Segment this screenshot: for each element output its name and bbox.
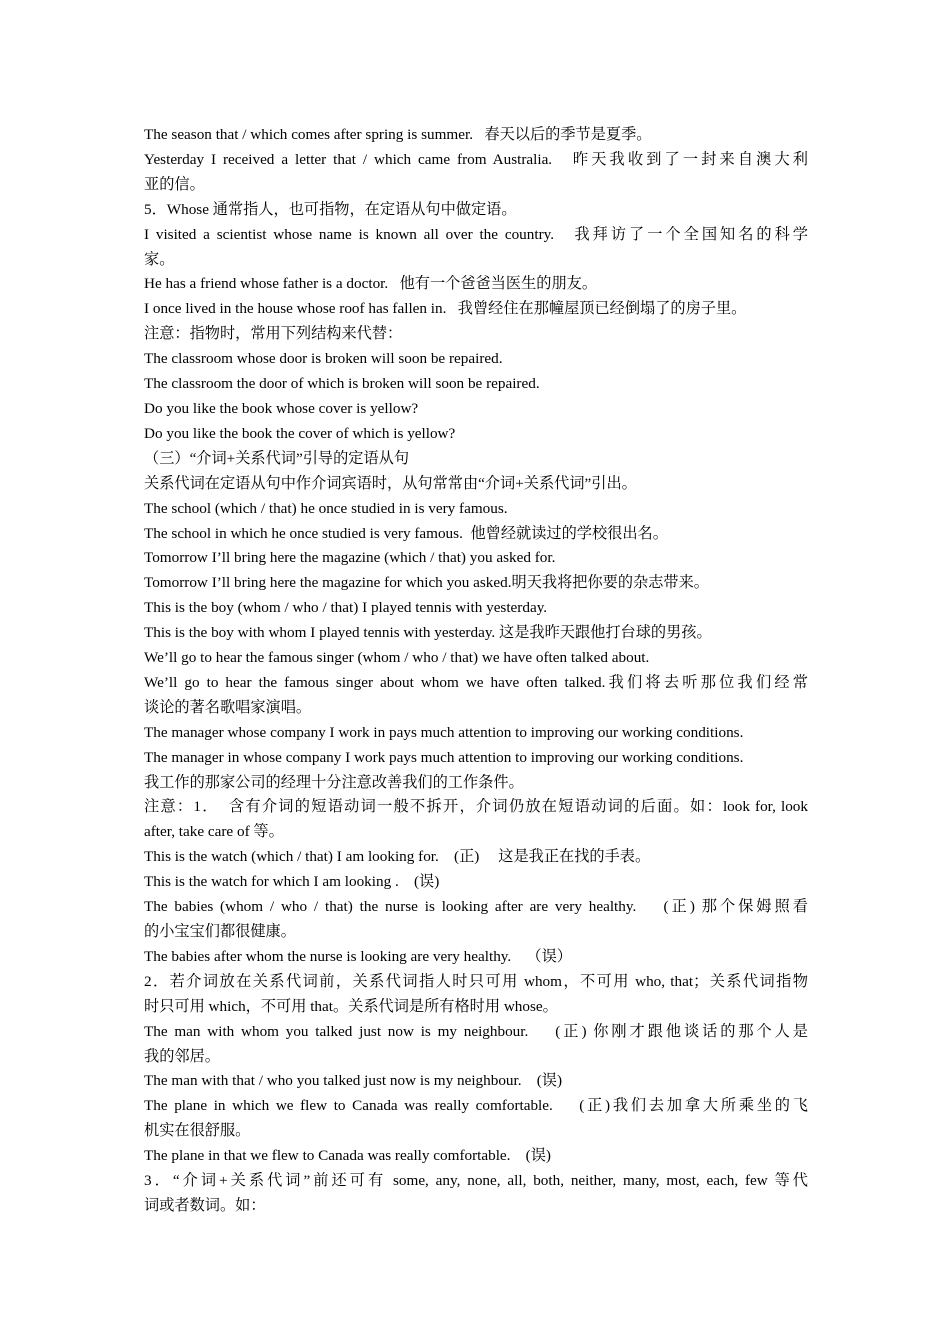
text-line: The classroom whose door is broken will soon be repaired. <box>144 350 503 368</box>
text-line: The man with that / who you talked just now is my neighbour. (误) <box>144 1072 563 1090</box>
text-line: He has a friend whose father is a doctor. 他有一个爸爸当医生的朋友。 <box>144 275 598 293</box>
text-line: 的小宝宝们都很健康。 <box>144 923 296 940</box>
text-line: The school (which / that) he once studied in is very famous. <box>144 499 508 517</box>
text-line: 谈论的著名歌唱家演唱。 <box>144 698 312 716</box>
text-line: The classroom the door of which is broken will soon be repaired. <box>144 375 540 393</box>
text-line: Do you like the book whose cover is yellow? <box>144 399 419 417</box>
text-line: 2．若介词放在关系代词前，关系代词指人时只可用 whom，不可用 who, that；关系代词指物 <box>144 972 808 990</box>
text-line: The manager whose company I work in pays much attention to improving our working conditions. <box>144 723 744 741</box>
text-line: I once lived in the house whose roof has fallen in. 我曾经住在那幢屋顶已经倒塌了的房子里。 <box>144 300 747 318</box>
text-line: Do you like the book the cover of which is yellow? <box>144 424 456 442</box>
text-line: 注意：指物时，常用下列结构来代替： <box>144 325 403 343</box>
text-line: 我的邻居。 <box>144 1047 220 1065</box>
text-line: The season that / which comes after spring is summer. 春天以后的季节是夏季。 <box>144 126 652 143</box>
text-line: 注意：1． 含有介词的短语动词一般不拆开，介词仍放在短语动词的后面。如：look for, look <box>144 798 808 816</box>
text-line: The manager in whose company I work pays much attention to improving our working conditions. <box>144 748 744 766</box>
text-line: 关系代词在定语从句中作介词宾语时，从句常常由“介词+关系代词”引出。 <box>144 474 637 492</box>
text-line: This is the watch for which I am looking . (误) <box>144 873 440 891</box>
text-line: The babies after whom the nurse is looking are very healthy. （误） <box>144 947 572 965</box>
text-line: 3．“介词+关系代词”前还可有 some, any, none, all, both, neither, many, most, each, few 等代 <box>144 1172 808 1190</box>
text-line: Yesterday I received a letter that / which came from Australia. 昨天我收到了一封来自澳大利 <box>144 150 808 168</box>
text-line: 我工作的那家公司的经理十分注意改善我们的工作条件。 <box>144 773 524 791</box>
text-line: 机实在很舒服。 <box>144 1122 251 1140</box>
text-line: 时只可用 which，不可用 that。关系代词是所有格时用 whose。 <box>144 997 558 1015</box>
text-line: The plane in that we flew to Canada was really comfortable. (误) <box>144 1147 551 1165</box>
text-line: I visited a scientist whose name is known all over the country. 我拜访了一个全国知名的科学 <box>144 225 808 243</box>
text-line: Tomorrow I’ll bring here the magazine for which you asked.明天我将把你要的杂志带来。 <box>144 574 709 592</box>
text-line: Tomorrow I’ll bring here the magazine (which / that) you asked for. <box>144 549 556 567</box>
text-line: The school in which he once studied is very famous. 他曾经就读过的学校很出名。 <box>144 524 668 542</box>
text-line: 5．Whose 通常指人，也可指物，在定语从句中做定语。 <box>144 200 517 218</box>
text-line: 亚的信。 <box>144 175 205 193</box>
text-line: This is the boy (whom / who / that) I played tennis with yesterday. <box>144 599 548 617</box>
text-line: We’ll go to hear the famous singer about whom we have often talked.我们将去听那位我们经常 <box>144 673 808 691</box>
text-line: The man with whom you talked just now is my neighbour. (正) 你刚才跟他谈话的那个人是 <box>144 1022 808 1040</box>
text-line: 词或者数词。如： <box>144 1196 266 1214</box>
section-heading: （三）“介词+关系代词”引导的定语从句 <box>144 449 410 467</box>
text-line: after, take care of 等。 <box>144 823 284 841</box>
text-line: 家。 <box>144 250 175 268</box>
document-page <box>144 123 808 1219</box>
text-line: This is the watch (which / that) I am looking for. (正) 这是我正在找的手表。 <box>144 848 651 866</box>
text-line: This is the boy with whom I played tennis with yesterday. 这是我昨天跟他打台球的男孩。 <box>144 624 712 642</box>
text-line: We’ll go to hear the famous singer (whom / who / that) we have often talked about. <box>144 649 650 667</box>
text-line: The plane in which we flew to Canada was really comfortable. (正)我们去加拿大所乘坐的飞 <box>144 1097 808 1115</box>
text-line: The babies (whom / who / that) the nurse is looking after are very healthy. (正) 那个保姆照看 <box>144 898 808 916</box>
